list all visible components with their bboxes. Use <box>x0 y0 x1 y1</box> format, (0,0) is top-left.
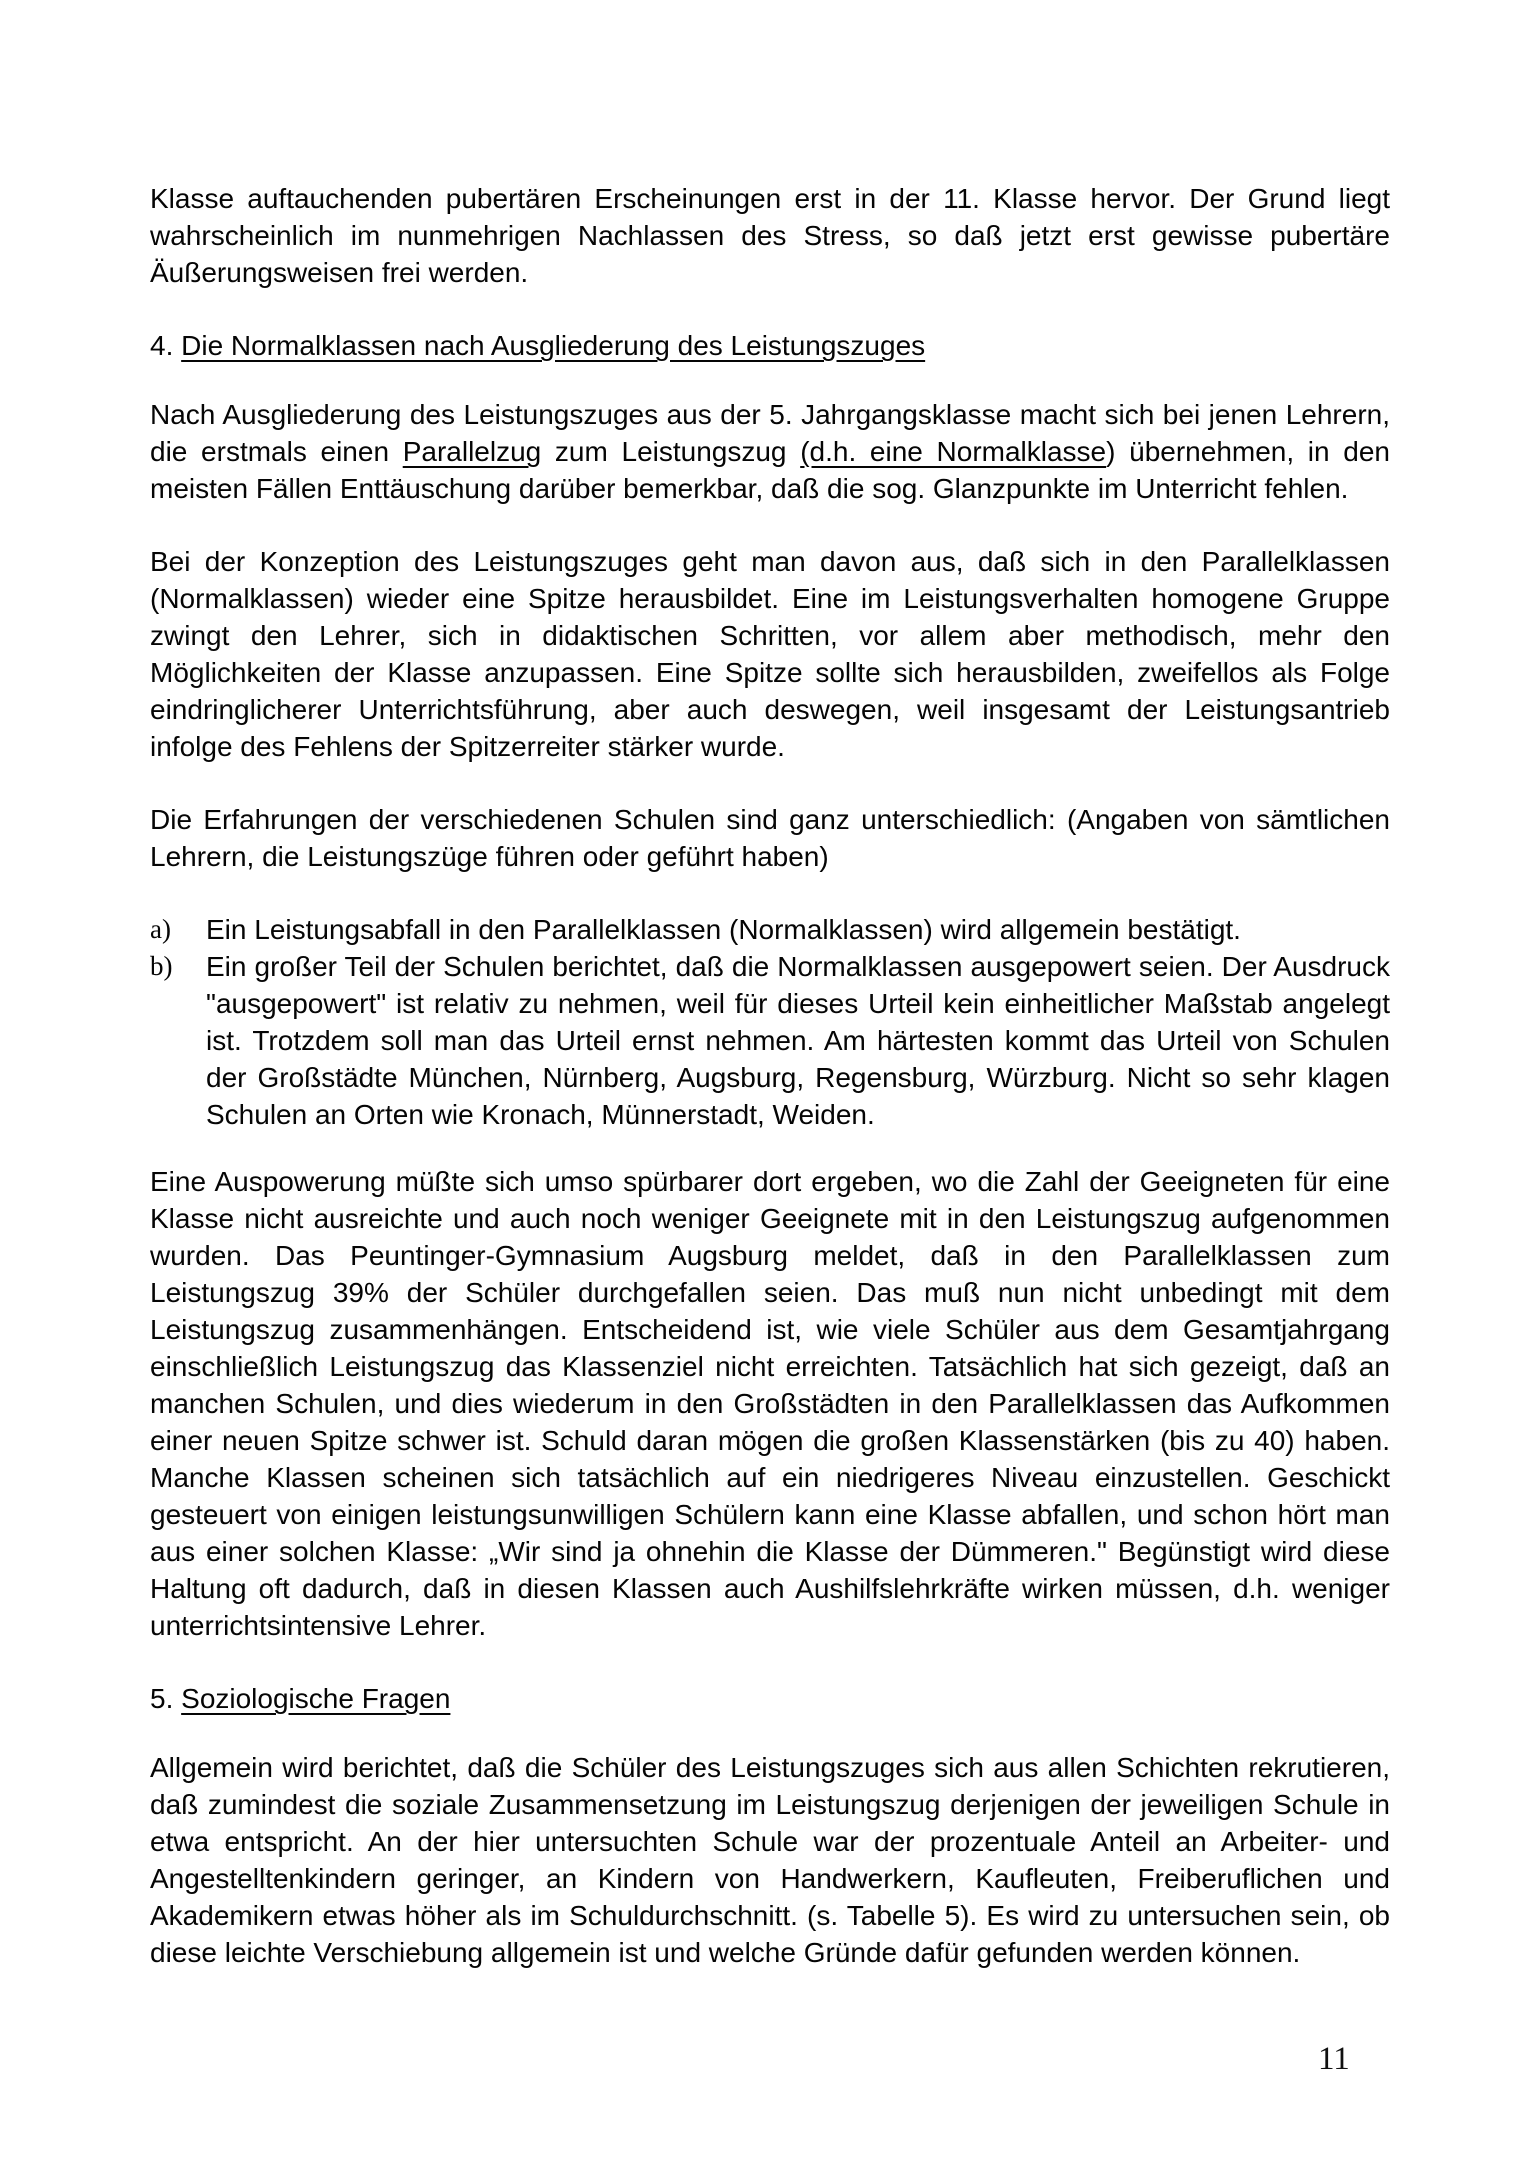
list-item-marker: a) <box>150 914 171 944</box>
section-heading-5-number: 5. <box>150 1683 174 1714</box>
findings-list <box>150 911 1390 1133</box>
section-heading-5-title: Soziologische Fragen <box>181 1683 451 1714</box>
text-run-underlined: Parallelzug <box>402 436 542 467</box>
text-run-underlined: (d.h. eine Normalklasse <box>800 436 1107 467</box>
list-item-text: Ein großer Teil der Schulen berichtet, daß die Normalklassen ausgepowert seien. Der Ausdruck "ausgepowert" ist relativ zu nehmen, weil für dieses Urteil kein einheitlicher Maßstab angelegt ist. Trotzdem soll man das Urteil ernst nehmen. Am härtesten kommt das Urteil von Schulen der Großstädte München, Nürnberg, Augsburg, Regensburg, Würzburg. Nicht so sehr klagen Schulen an Orten wie Kronach, Münnerstadt, Weiden. <box>206 951 1390 1130</box>
section-heading-4-title: Die Normalklassen nach Ausgliederung des Leistungszuges <box>181 330 926 361</box>
section-heading-4-number: 4. <box>150 330 174 361</box>
paragraph-auspowerung: Eine Auspowerung müßte sich umso spürbarer dort ergeben, wo die Zahl der Geeigneten für eine Klasse nicht ausreichte und auch noch weniger Geeignete mit in den Leistungszug aufgenommen wurden. Das Peuntinger-Gymnasium Augsburg meldet, daß in den Parallelklassen zum Leistungszug 39% der Schüler durchgefallen seien. Das muß nun nicht unbedingt mit dem Leistungszug zusammenhängen. Entscheidend ist, wie viele Schüler aus dem Gesamtjahrgang einschließlich Leistungszug das Klassenziel nicht erreichten. Tatsächlich hat sich gezeigt, daß an manchen Schulen, und dies wiederum in den Großstädten in den Parallelklassen das Aufkommen einer neuen Spitze schwer ist. Schuld daran mögen die großen Klassenstärken (bis zu 40) haben. Manche Klassen scheinen sich tatsächlich auf ein niedrigeres Niveau einzustellen. Geschickt gesteuert von einigen leistungsunwilligen Schülern kann eine Klasse abfallen, und schon hört man aus einer solchen Klasse: „Wir sind ja ohnehin die Klasse der Dümmeren." Begünstigt wird diese Haltung oft dadurch, daß in diesen Klassen auch Aushilfslehrkräfte wirken müssen, d.h. weniger unterrichtsintensive Lehrer. <box>150 1166 1390 1641</box>
list-item <box>150 911 1390 948</box>
list-item-marker: b) <box>150 951 173 981</box>
paragraph-konzeption: Bei der Konzeption des Leistungszuges geht man davon aus, daß sich in den Parallelklassen (Normalklassen) wieder eine Spitze herausbildet. Eine im Leistungsverhalten homogene Gruppe zwingt den Lehrer, sich in didaktischen Schritten, vor allem aber methodisch, mehr den Möglichkeiten der Klasse anzupassen. Eine Spitze sollte sich herausbilden, zweifellos als Folge eindringlicherer Unterrichtsführung, aber auch deswegen, weil insgesamt der Leistungsantrieb infolge des Fehlens der Spitzerreiter stärker wurde. <box>150 546 1390 762</box>
text-run: Nach Ausgliederung des Leistungszuges aus der 5. Jahrgangsklasse macht sich bei jenen Lehrern, die erstmals einen <box>150 399 1390 467</box>
text-run: ) übernehmen, in den meisten Fällen Enttäuschung darüber bemerkbar, daß die sog. Glanzpunkte im Unterricht fehlen. <box>150 436 1391 504</box>
list-item <box>150 948 1390 1133</box>
paragraph-erfahrungen: Die Erfahrungen der verschiedenen Schulen sind ganz unterschiedlich: (Angaben von sämtlichen Lehrern, die Leistungszüge führen oder geführt haben) <box>150 804 1390 872</box>
paragraph-nach-ausgliederung <box>150 396 1390 507</box>
page-number: 11 <box>1318 2041 1350 2077</box>
paragraph-intro: Klasse auftauchenden pubertären Erscheinungen erst in der 11. Klasse hervor. Der Grund liegt wahrscheinlich im nunmehrigen Nachlassen des Stress, so daß jetzt erst gewisse pubertäre Äußerungsweisen frei werden. <box>150 183 1390 288</box>
list-item-text: Ein Leistungsabfall in den Parallelklassen (Normalklassen) wird allgemein bestätigt. <box>206 914 1241 945</box>
paragraph-soziologisch: Allgemein wird berichtet, daß die Schüler des Leistungszuges sich aus allen Schichten rekrutieren, daß zumindest die soziale Zusammensetzung im Leistungszug derjenigen der jeweiligen Schule in etwa entspricht. An der hier untersuchten Schule war der prozentuale Anteil an Arbeiter- und Angestelltenkindern geringer, an Kindern von Handwerkern, Kaufleuten, Freiberuflichen und Akademikern etwas höher als im Schuldurchschnitt. (s. Tabelle 5). Es wird zu untersuchen sein, ob diese leichte Verschiebung allgemein ist und welche Gründe dafür gefunden werden können. <box>150 1752 1390 1968</box>
page-content <box>150 180 1390 2007</box>
text-run: zum Leistungszug <box>541 436 801 467</box>
section-heading-4 <box>150 327 1390 364</box>
section-heading-5 <box>150 1680 1390 1717</box>
